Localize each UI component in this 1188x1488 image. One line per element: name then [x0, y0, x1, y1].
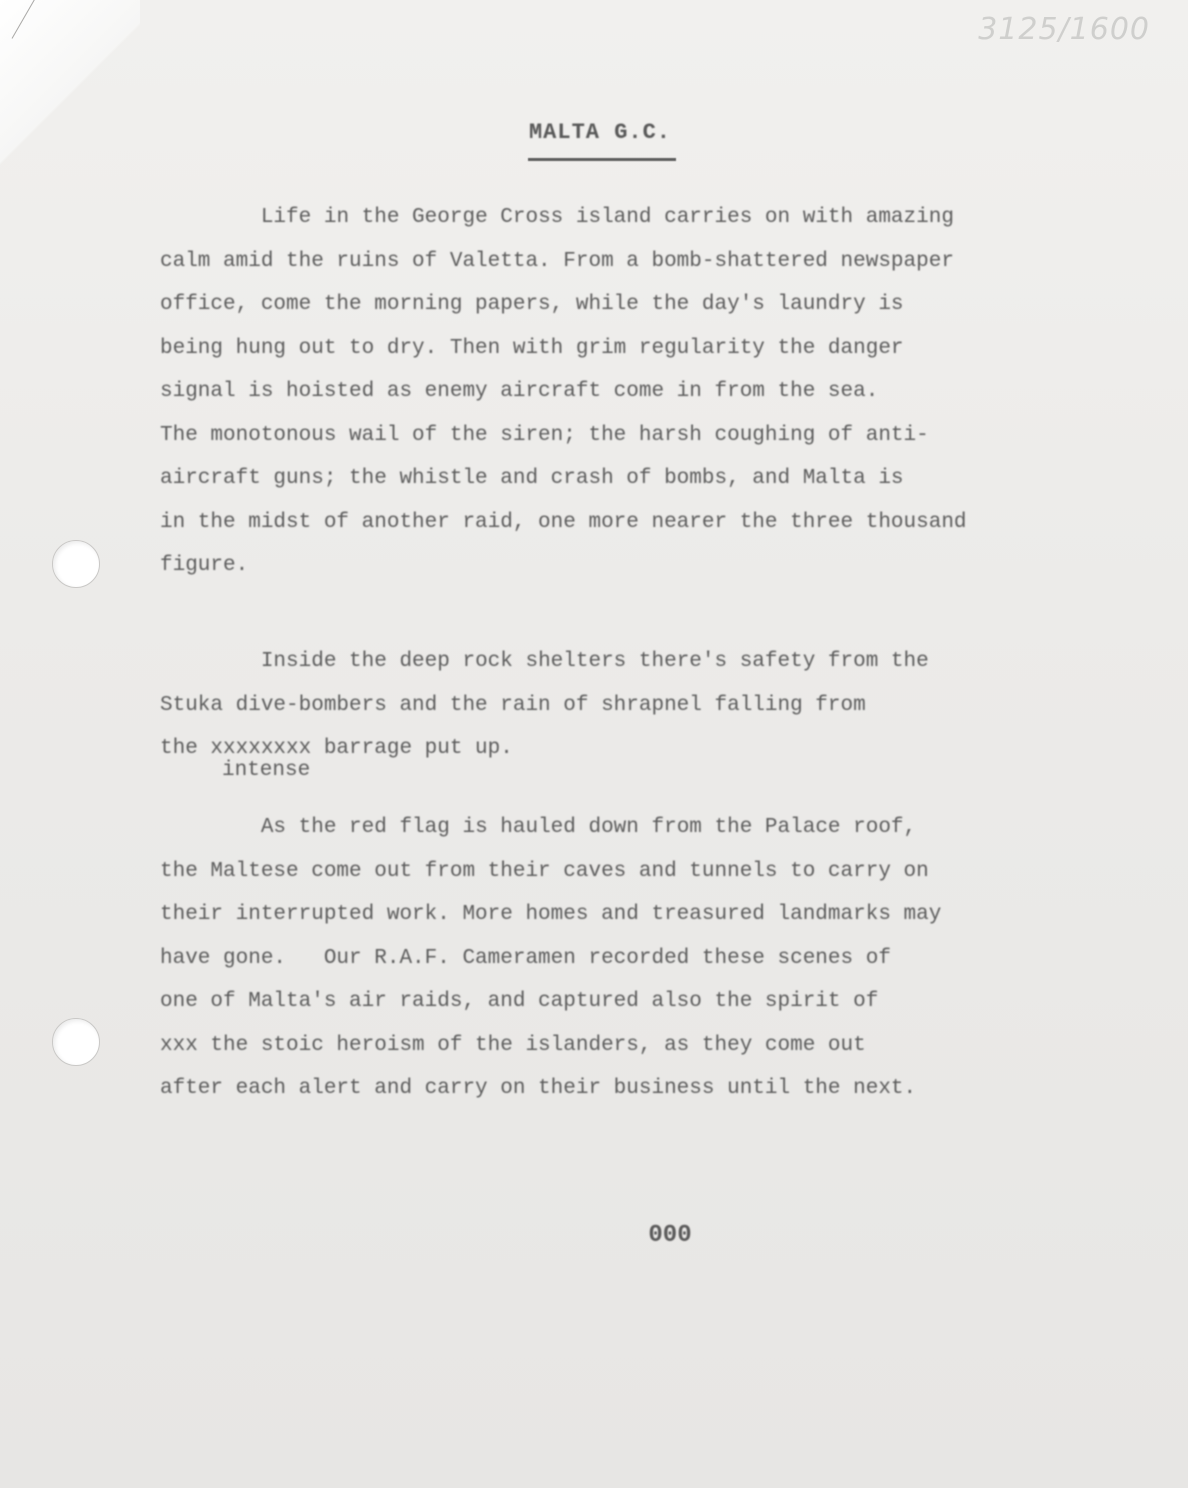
folded-corner	[0, 0, 140, 220]
document-title: MALTA G.C.	[528, 120, 672, 145]
end-mark: 000	[648, 1222, 692, 1249]
paragraph-1: Life in the George Cross island carries on with amazing calm amid the ruins of Valetta. From a bomb-shattered newspaper office, come the morning papers, while the day's laundry is being hung out to dry. Then with grim regularity the danger signal is hoisted as enemy aircraft come in from the sea. The monotonous wail of the siren; the harsh coughing of anti- aircraft guns; the whistle and crash of bombs, and Malta is in the midst of another raid, one more nearer the three thousand figure.	[160, 206, 967, 577]
archive-stamp-number: 3125/1600	[978, 12, 1150, 47]
title-underline	[528, 158, 676, 161]
punch-hole-lower	[52, 1018, 100, 1066]
paragraph-2: Inside the deep rock shelters there's safety from the Stuka dive-bombers and the rain of shrapnel falling from the xxxxxxxx barrage put up.	[160, 650, 929, 760]
punch-hole-upper	[52, 540, 100, 588]
paragraph-3: As the red flag is hauled down from the Palace roof, the Maltese come out from their caves and tunnels to carry on their interrupted work. More homes and treasured landmarks may have gone. Our R.A.F. Cameramen recorded these scenes of one of Malta's air raids, and captured also the spirit of xxx the stoic heroism of the islanders, as they come out after each alert and carry on their business until the next.	[160, 816, 942, 1100]
handwritten-correction: intense	[222, 759, 311, 782]
